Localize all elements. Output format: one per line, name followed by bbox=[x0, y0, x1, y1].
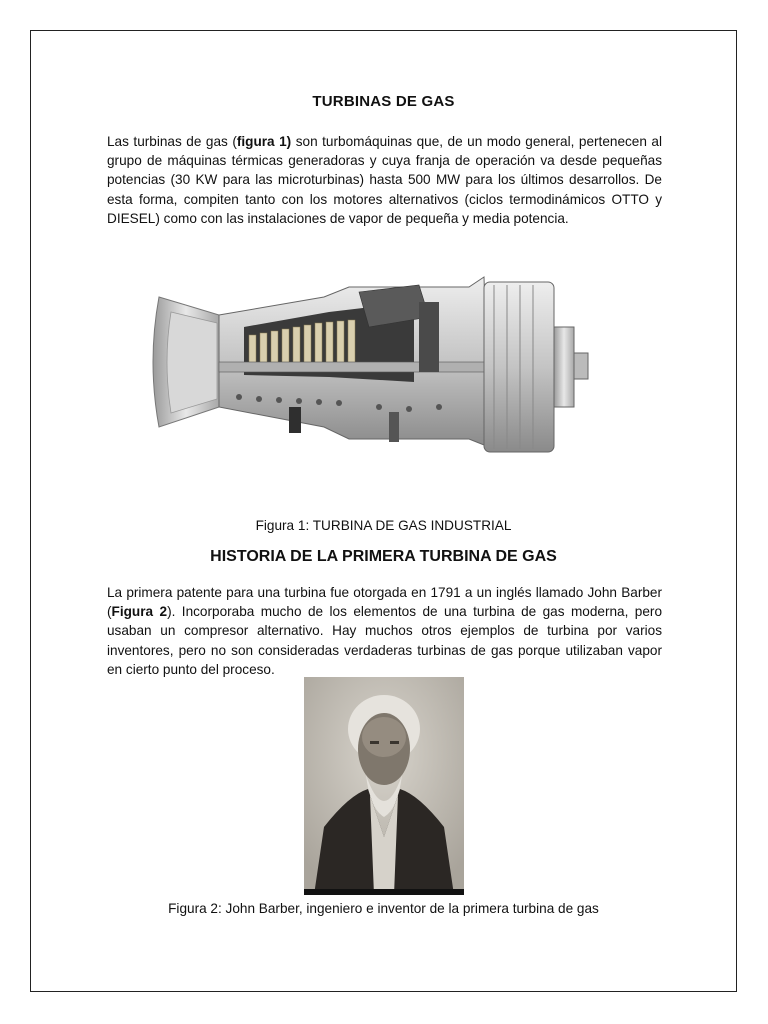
intro-paragraph bbox=[107, 132, 662, 228]
document-page bbox=[30, 30, 737, 992]
figure-2-caption: Figura 2: John Barber, ingeniero e inventor de la primera turbina de gas bbox=[168, 901, 599, 916]
john-barber-portrait-image bbox=[304, 677, 464, 895]
page-title: TURBINAS DE GAS bbox=[312, 93, 455, 110]
history-paragraph bbox=[107, 583, 662, 679]
section-heading: HISTORIA DE LA PRIMERA TURBINA DE GAS bbox=[210, 548, 557, 565]
figure-1-reference: figura 1) bbox=[236, 134, 292, 149]
para2-text-end: ). Incorporaba mucho de los elementos de una turbina de gas moderna, pero usaban un compresor alternativo. Hay muchos otros ejemplos de turbina por varios inventores, pero no son consideradas verdaderas turbinas de gas porque utilizaban vapor en cierto punto del proceso. bbox=[107, 604, 663, 677]
figure-2-reference: Figura 2 bbox=[111, 604, 168, 620]
para1-text-end: son turbomáquinas que, de un modo general, pertenecen al grupo de máquinas térmicas generadoras y cuya franja de operación va desde pequeñas potencias (30 KW para las microturbinas) hasta 500 MW para los últimos desarrollos. De esta forma, compiten tanto con los motores alternativos (ciclos termodinámicos OTTO y DIESEL) como con las instalaciones de vapor de pequeña y media potencia. bbox=[107, 134, 663, 226]
gas-turbine-cutaway-image bbox=[149, 257, 589, 467]
figure-1-caption: Figura 1: TURBINA DE GAS INDUSTRIAL bbox=[255, 518, 512, 533]
para1-text-start: Las turbinas de gas ( bbox=[107, 134, 237, 149]
para2-text-start: La primera patente para una turbina fue otorgada en 1791 a un inglés llamado John Barber ( bbox=[107, 585, 662, 620]
